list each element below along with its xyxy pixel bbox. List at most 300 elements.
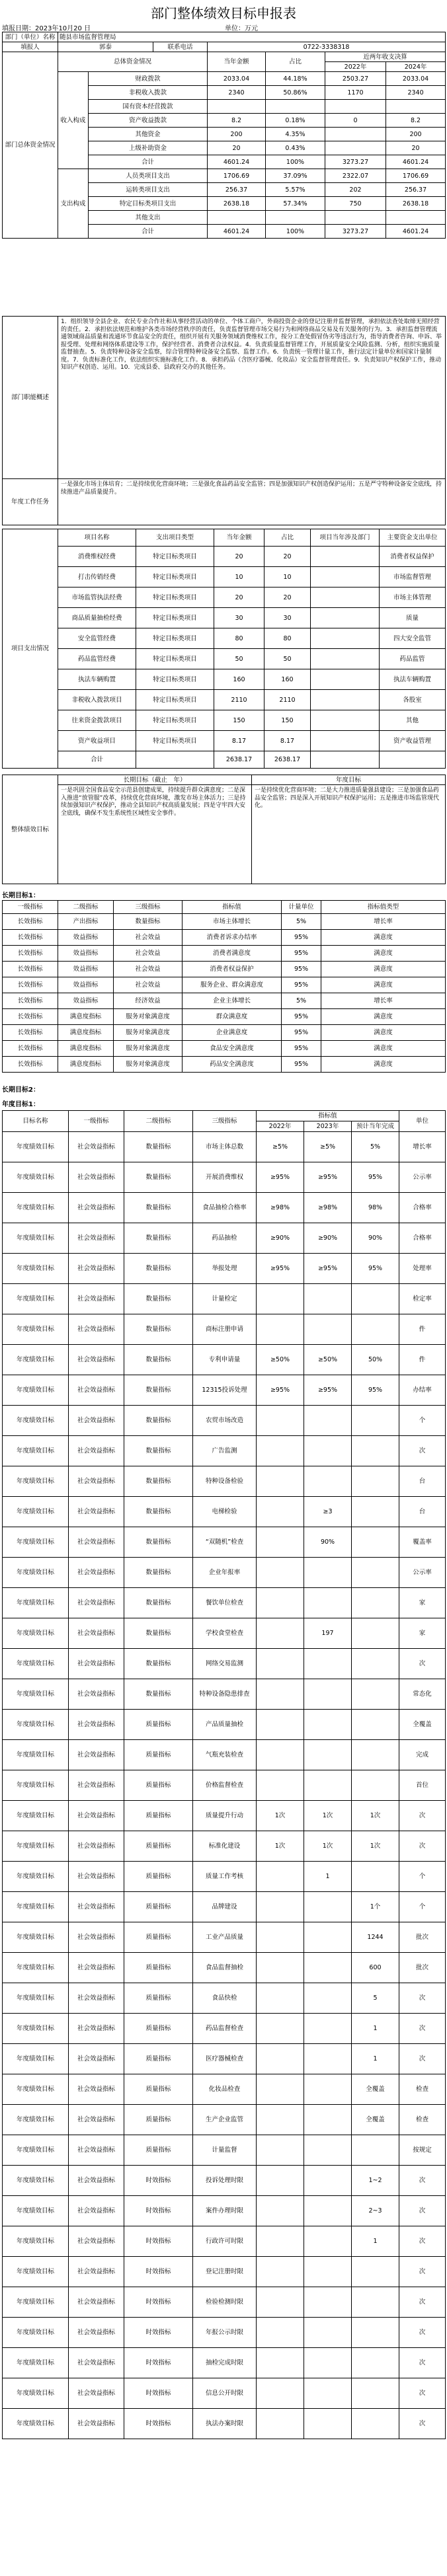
year-cell: 案件办理时限 <box>193 2196 257 2226</box>
income-amount <box>208 100 266 114</box>
year-cell: 社会效益指标 <box>69 1983 124 2014</box>
year-cell: 覆盖率 <box>399 1527 446 1558</box>
project-total-cell: 合计 <box>58 751 136 769</box>
project-cell: 其他 <box>380 710 446 731</box>
income-2022 <box>325 100 386 114</box>
long-goal-table <box>2 900 446 1073</box>
long-header-cell: 计量单位 <box>282 901 321 914</box>
year-cell: 社会效益指标 <box>69 2105 124 2135</box>
year-cell: ≥95% <box>304 1375 352 1406</box>
project-cell <box>311 710 380 731</box>
long-goal-label: 长期目标（截止 年） <box>58 775 252 785</box>
year-cell: 社会效益指标 <box>69 1466 124 1497</box>
expense-total-amount: 4601.24 <box>208 225 266 239</box>
year-cell: 广告监测 <box>193 1436 257 1466</box>
year-cell: 年度绩效目标 <box>3 1193 69 1223</box>
year-row <box>3 1345 446 1375</box>
project-cell: 非税收入拨款项目 <box>58 690 136 710</box>
project-cell: 特定目标类项目 <box>136 669 214 690</box>
year-cell: 数量指标 <box>124 1345 193 1375</box>
year-cell: 社会效益指标 <box>69 2014 124 2044</box>
year-cell: 社会效益指标 <box>69 1801 124 1831</box>
income-label: 收入构成 <box>58 72 89 169</box>
year-cell: 5 <box>352 1983 399 2014</box>
year-cell: 个 <box>399 1406 446 1436</box>
year-cell: 年度绩效目标 <box>3 2044 69 2074</box>
year-cell <box>352 2348 399 2378</box>
long-cell: 企业满意度 <box>183 1025 282 1041</box>
year-cell: 社会效益指标 <box>69 1284 124 1314</box>
long-cell: 效益指标 <box>58 977 114 993</box>
income-name: 非税收入拨款 <box>89 86 208 100</box>
year-cell: 1次 <box>257 1801 304 1831</box>
project-header-cell: 项目当年涉及部门 <box>311 529 380 547</box>
year-cell: 质量指标 <box>124 1710 193 1740</box>
year-cell: 个 <box>399 1892 446 1922</box>
project-cell: 打击传销经费 <box>58 567 136 587</box>
year-cell: 年度绩效目标 <box>3 1679 69 1710</box>
year-cell: 社会效益指标 <box>69 2257 124 2287</box>
year-cell: ≥98% <box>257 1193 304 1223</box>
year-cell: 年度绩效目标 <box>3 1862 69 1892</box>
long-row <box>3 1057 446 1073</box>
year-cell: 件 <box>399 1314 446 1345</box>
year-cell <box>257 1406 304 1436</box>
year-cell <box>352 1436 399 1466</box>
year-cell: 专利申请量 <box>193 1345 257 1375</box>
year-row <box>3 1983 446 2014</box>
year-cell <box>257 1770 304 1801</box>
year-cell: 社会效益指标 <box>69 1953 124 1983</box>
year-cell: 数量指标 <box>124 1466 193 1497</box>
long-value-cell: 5% <box>282 914 321 930</box>
year-cell <box>304 2135 352 2166</box>
year-row <box>3 1375 446 1406</box>
project-cell <box>311 690 380 710</box>
year-cell <box>352 1862 399 1892</box>
year-cell: 开展消费维权 <box>193 1162 257 1193</box>
project-header-cell: 主要资金支出单位 <box>380 529 446 547</box>
year-cell: 年度绩效目标 <box>3 2257 69 2287</box>
year-cell: 质量指标 <box>124 2135 193 2166</box>
expense-name: 运转类项目支出 <box>89 183 208 197</box>
year-cell: 社会效益指标 <box>69 1527 124 1558</box>
long-value-cell: 95% <box>282 962 321 977</box>
year-cell <box>304 2226 352 2257</box>
project-cell: 20 <box>264 547 311 567</box>
long-cell: 满意度指标 <box>58 1041 114 1057</box>
year-cell: 年度绩效目标 <box>3 1710 69 1740</box>
year-row <box>3 2044 446 2074</box>
year-cell: 年度绩效目标 <box>3 2166 69 2196</box>
long-row <box>3 1025 446 1041</box>
year-cell <box>352 2257 399 2287</box>
year-cell <box>352 2378 399 2409</box>
year-row <box>3 1497 446 1527</box>
year-cell: 举报处理 <box>193 1254 257 1284</box>
year-cell: 计量监督 <box>193 2135 257 2166</box>
long-cell: 长效指标 <box>3 1009 58 1025</box>
year-cell: 数量指标 <box>124 1618 193 1649</box>
year-cell: 社会效益指标 <box>69 1375 124 1406</box>
year-header-cell: 二级指标 <box>124 1111 193 1132</box>
project-cell: 80 <box>214 628 264 649</box>
year-cell <box>304 2074 352 2105</box>
year-cell: 社会效益指标 <box>69 1132 124 1162</box>
year-cell: 家 <box>399 1618 446 1649</box>
project-cell: 消费维权经费 <box>58 547 136 567</box>
year-cell: 数量指标 <box>124 1223 193 1254</box>
year-cell <box>257 1558 304 1588</box>
year-cell: 社会效益指标 <box>69 2166 124 2196</box>
long-cell: 满意度 <box>321 946 446 962</box>
project-cell: 160 <box>214 669 264 690</box>
expense-amount <box>208 211 266 225</box>
long-row <box>3 977 446 993</box>
income-name: 国有资本经营拨款 <box>89 100 208 114</box>
year-cell: 药品监督检查 <box>193 2014 257 2044</box>
long-cell: 消费者权益保护 <box>183 962 282 977</box>
expense-2022 <box>325 211 386 225</box>
funds-header-row <box>3 52 446 62</box>
year-cell: 年度绩效目标 <box>3 1497 69 1527</box>
long-cell: 服务对象满意度 <box>114 1041 183 1057</box>
projects-table <box>2 529 446 769</box>
year-cell: 社会效益指标 <box>69 2196 124 2226</box>
income-name: 财政拨款 <box>89 72 208 86</box>
project-header-cell: 支出项目类型 <box>136 529 214 547</box>
project-cell: 各股室 <box>380 690 446 710</box>
year-cell <box>304 2105 352 2135</box>
year-cell: 年度绩效目标 <box>3 2226 69 2257</box>
year-cell <box>304 2014 352 2044</box>
year-cell: 1 <box>352 2014 399 2044</box>
long-cell: 市场主体增长 <box>183 914 282 930</box>
year-cell <box>257 2287 304 2318</box>
year-cell: 台 <box>399 1466 446 1497</box>
project-cell: 商品质量抽检经费 <box>58 608 136 628</box>
income-2022 <box>325 141 386 155</box>
duties-label: 部门职能概述 <box>3 317 58 479</box>
expense-amount: 2638.18 <box>208 197 266 211</box>
project-cell: 特定目标类项目 <box>136 547 214 567</box>
income-2023: 2033.04 <box>386 72 446 86</box>
year-cell: 时效指标 <box>124 2166 193 2196</box>
year-cell: 1 <box>352 2226 399 2257</box>
funds-col-total: 总体资金情况 <box>58 52 208 72</box>
year-cell: 食品快检 <box>193 1983 257 2014</box>
income-total-amount: 4601.24 <box>208 155 266 169</box>
project-header-cell: 项目名称 <box>58 529 136 547</box>
long-cell: 服务对象满意度 <box>114 1025 183 1041</box>
year-cell: 餐饮单位检查 <box>193 1588 257 1618</box>
year-row <box>3 1801 446 1831</box>
project-row <box>3 587 446 608</box>
year-cell <box>257 2378 304 2409</box>
year-cell: 次 <box>399 2287 446 2318</box>
year-section-title: 长期目标2： <box>2 1086 40 1094</box>
year-cell: 按规定 <box>399 2135 446 2166</box>
long-cell: 数量指标 <box>114 914 183 930</box>
year-cell: 年度绩效目标 <box>3 1831 69 1862</box>
long-header-cell: 二级指标 <box>58 901 114 914</box>
year-cell <box>257 2196 304 2226</box>
long-value-cell: 95% <box>282 1057 321 1073</box>
income-2022: 0 <box>325 114 386 128</box>
year-row <box>3 1254 446 1284</box>
income-amount: 8.2 <box>208 114 266 128</box>
year-row <box>3 1740 446 1770</box>
year-cell: 年度绩效目标 <box>3 2196 69 2226</box>
year-cell: 社会效益指标 <box>69 2044 124 2074</box>
long-cell: 满意度指标 <box>58 1057 114 1073</box>
year-cell: 社会效益指标 <box>69 1649 124 1679</box>
year-cell: 1次 <box>304 1831 352 1862</box>
income-total-label: 合计 <box>89 155 208 169</box>
year-cell <box>257 1466 304 1497</box>
year-row <box>3 1132 446 1162</box>
year-cell: 社会效益指标 <box>69 1162 124 1193</box>
year-cell <box>352 1588 399 1618</box>
long-cell: 满意度指标 <box>58 1009 114 1025</box>
expense-2022: 202 <box>325 183 386 197</box>
year-cell: 社会效益指标 <box>69 2226 124 2257</box>
year-cell: 执法办案时限 <box>193 2409 257 2439</box>
year-cell <box>304 1436 352 1466</box>
year-cell: 年度绩效目标 <box>3 1618 69 1649</box>
long-cell: 长效指标 <box>3 914 58 930</box>
year-cell: ≥95% <box>257 1375 304 1406</box>
year-cell: 增长率 <box>399 1132 446 1162</box>
year-cell: 质量工作考核 <box>193 1862 257 1892</box>
year-row <box>3 1862 446 1892</box>
year-row <box>3 1710 446 1740</box>
project-cell: 市场监督管理 <box>380 567 446 587</box>
year-cell: 常态化 <box>399 1679 446 1710</box>
year-cell <box>304 2409 352 2439</box>
year-row <box>3 1953 446 1983</box>
year-row <box>3 2318 446 2348</box>
project-cell: 150 <box>214 710 264 731</box>
year-cell: 公示率 <box>399 1558 446 1588</box>
year-cell <box>352 1710 399 1740</box>
income-total-ratio: 100% <box>266 155 325 169</box>
year-row <box>3 1436 446 1466</box>
year-row <box>3 2074 446 2105</box>
year-cell: 特种设备检验 <box>193 1466 257 1497</box>
year-cell <box>257 1679 304 1710</box>
project-row <box>3 649 446 669</box>
year-goal-label: 年度目标 <box>252 775 446 785</box>
project-cell: 质量 <box>380 608 446 628</box>
long-cell: 满意度 <box>321 1057 446 1073</box>
year-cell <box>257 2409 304 2439</box>
year-cell: 社会效益指标 <box>69 1497 124 1527</box>
expense-2023: 256.37 <box>386 183 446 197</box>
year-cell: 社会效益指标 <box>69 2074 124 2105</box>
expense-ratio: 5.57% <box>266 183 325 197</box>
year-cell: 件 <box>399 1345 446 1375</box>
year-cell: 质量指标 <box>124 1831 193 1862</box>
year-cell <box>304 2287 352 2318</box>
year-cell: 社会效益指标 <box>69 1436 124 1466</box>
long-cell: 长效指标 <box>3 946 58 962</box>
year-cell: 社会效益指标 <box>69 2409 124 2439</box>
long-header-cell: 一级指标 <box>3 901 58 914</box>
year-cell <box>352 1740 399 1770</box>
year-cell <box>304 1558 352 1588</box>
year-cell: ≥90% <box>304 1223 352 1254</box>
expense-ratio: 57.34% <box>266 197 325 211</box>
year-cell: 农贸市场改造 <box>193 1406 257 1436</box>
income-amount: 2033.04 <box>208 72 266 86</box>
long-cell: 增长率 <box>321 914 446 930</box>
year-cell: 时效指标 <box>124 2378 193 2409</box>
funds-table <box>2 32 446 239</box>
project-cell: 80 <box>264 628 311 649</box>
year-cell: 标准化建设 <box>193 1831 257 1862</box>
year-cell: 数量指标 <box>124 1254 193 1284</box>
project-cell: 特定目标类项目 <box>136 690 214 710</box>
long-value-cell: 95% <box>282 977 321 993</box>
year-cell <box>304 1314 352 1345</box>
year-cell: 药品抽检 <box>193 1223 257 1254</box>
year-row <box>3 1922 446 1953</box>
year-cell <box>257 1922 304 1953</box>
income-ratio: 4.35% <box>266 128 325 141</box>
project-cell: 市场监管执法经费 <box>58 587 136 608</box>
year-cell: 数量指标 <box>124 1132 193 1162</box>
year-cell <box>352 1618 399 1649</box>
year-row <box>3 2257 446 2287</box>
year-cell: 产品质量抽检 <box>193 1710 257 1740</box>
income-name: 资产收益拨款 <box>89 114 208 128</box>
project-cell: 20 <box>214 547 264 567</box>
year-cell: 年度绩效目标 <box>3 1375 69 1406</box>
project-row <box>3 547 446 567</box>
year-cell <box>352 1558 399 1588</box>
year-cell: 全覆盖 <box>352 2105 399 2135</box>
expense-row <box>3 169 446 183</box>
project-cell <box>311 567 380 587</box>
year-cell <box>257 1497 304 1527</box>
year-row <box>3 1558 446 1588</box>
year-cell: 1次 <box>257 1831 304 1862</box>
year-cell: 时效指标 <box>124 2257 193 2287</box>
long-cell: 服务对象满意度 <box>114 1057 183 1073</box>
year-header-row <box>3 1111 446 1121</box>
year-cell: 学校食堂检查 <box>193 1618 257 1649</box>
year-cell: ≥95% <box>304 1254 352 1284</box>
year-cell <box>304 1710 352 1740</box>
year-row <box>3 2378 446 2409</box>
year-cell: 批次 <box>399 1953 446 1983</box>
year-cell <box>304 2378 352 2409</box>
year-cell <box>304 1406 352 1436</box>
year-cell: 次 <box>399 2196 446 2226</box>
project-row <box>3 731 446 751</box>
long-cell: 长效指标 <box>3 1041 58 1057</box>
year-cell <box>304 1770 352 1801</box>
year-cell: 年度绩效目标 <box>3 1953 69 1983</box>
year-cell <box>257 2135 304 2166</box>
year-cell: 信息公开时限 <box>193 2378 257 2409</box>
project-total-row <box>3 751 446 769</box>
long-cell: 消费者满意度 <box>183 946 282 962</box>
expense-total-ratio: 100% <box>266 225 325 239</box>
project-cell: 8.17 <box>214 731 264 751</box>
year-cell: 次 <box>399 1983 446 2014</box>
year-cell: 合格率 <box>399 1223 446 1254</box>
year-cell: 年度绩效目标 <box>3 1801 69 1831</box>
project-cell: 2110 <box>264 690 311 710</box>
year-cell: 社会效益指标 <box>69 2318 124 2348</box>
year-header-cell: 2023年 <box>304 1121 352 1132</box>
project-cell <box>311 587 380 608</box>
year-header-cell: 三级指标 <box>193 1111 257 1132</box>
year-header-cell: 单位 <box>399 1111 446 1132</box>
year-cell <box>304 1679 352 1710</box>
project-cell: 10 <box>214 567 264 587</box>
expense-2023: 2638.18 <box>386 197 446 211</box>
expense-2023: 1706.69 <box>386 169 446 183</box>
expense-2022: 2322.07 <box>325 169 386 183</box>
project-cell <box>311 731 380 751</box>
expense-2023 <box>386 211 446 225</box>
income-2023: 200 <box>386 128 446 141</box>
year-row <box>3 2226 446 2257</box>
year-cell: 社会效益指标 <box>69 1314 124 1345</box>
year-cell: 办结率 <box>399 1375 446 1406</box>
year-cell: 年度绩效目标 <box>3 1223 69 1254</box>
expense-total-2023: 4601.24 <box>386 225 446 239</box>
year-cell <box>304 1983 352 2014</box>
year-cell: 次 <box>399 2409 446 2439</box>
expense-amount: 256.37 <box>208 183 266 197</box>
year-row <box>3 2409 446 2439</box>
income-2023 <box>386 100 446 114</box>
long-cell: 长效指标 <box>3 930 58 946</box>
year-cell: 社会效益指标 <box>69 1345 124 1375</box>
year-cell: 次 <box>399 1436 446 1466</box>
year-cell: 社会效益指标 <box>69 1679 124 1710</box>
year-cell: 社会效益指标 <box>69 1223 124 1254</box>
year-cell: 年度绩效目标 <box>3 1162 69 1193</box>
year-cell: 年度绩效目标 <box>3 2287 69 2318</box>
year-cell: “双随机”检查 <box>193 1527 257 1558</box>
long-cell: 社会效益 <box>114 946 183 962</box>
long-value-cell: 5% <box>282 993 321 1009</box>
year-cell: 197 <box>304 1618 352 1649</box>
long-cell: 满意度 <box>321 1025 446 1041</box>
year-cell <box>257 1710 304 1740</box>
year-cell: 年度绩效目标 <box>3 2348 69 2378</box>
long-cell: 消费者诉求办结率 <box>183 930 282 946</box>
year-cell: 品牌建设 <box>193 1892 257 1922</box>
year-cell: 质量指标 <box>124 2074 193 2105</box>
year-cell <box>257 1588 304 1618</box>
long-cell: 药品安全满意度 <box>183 1057 282 1073</box>
year-cell: 质量指标 <box>124 1922 193 1953</box>
year-cell: 数量指标 <box>124 1436 193 1466</box>
year-cell: 1次 <box>352 1801 399 1831</box>
year-cell: 年报公示时限 <box>193 2318 257 2348</box>
year-cell <box>304 2196 352 2226</box>
year-cell: 年度绩效目标 <box>3 1314 69 1345</box>
year-cell: 年度绩效目标 <box>3 2135 69 2166</box>
year-row <box>3 1679 446 1710</box>
year-row <box>3 1831 446 1862</box>
